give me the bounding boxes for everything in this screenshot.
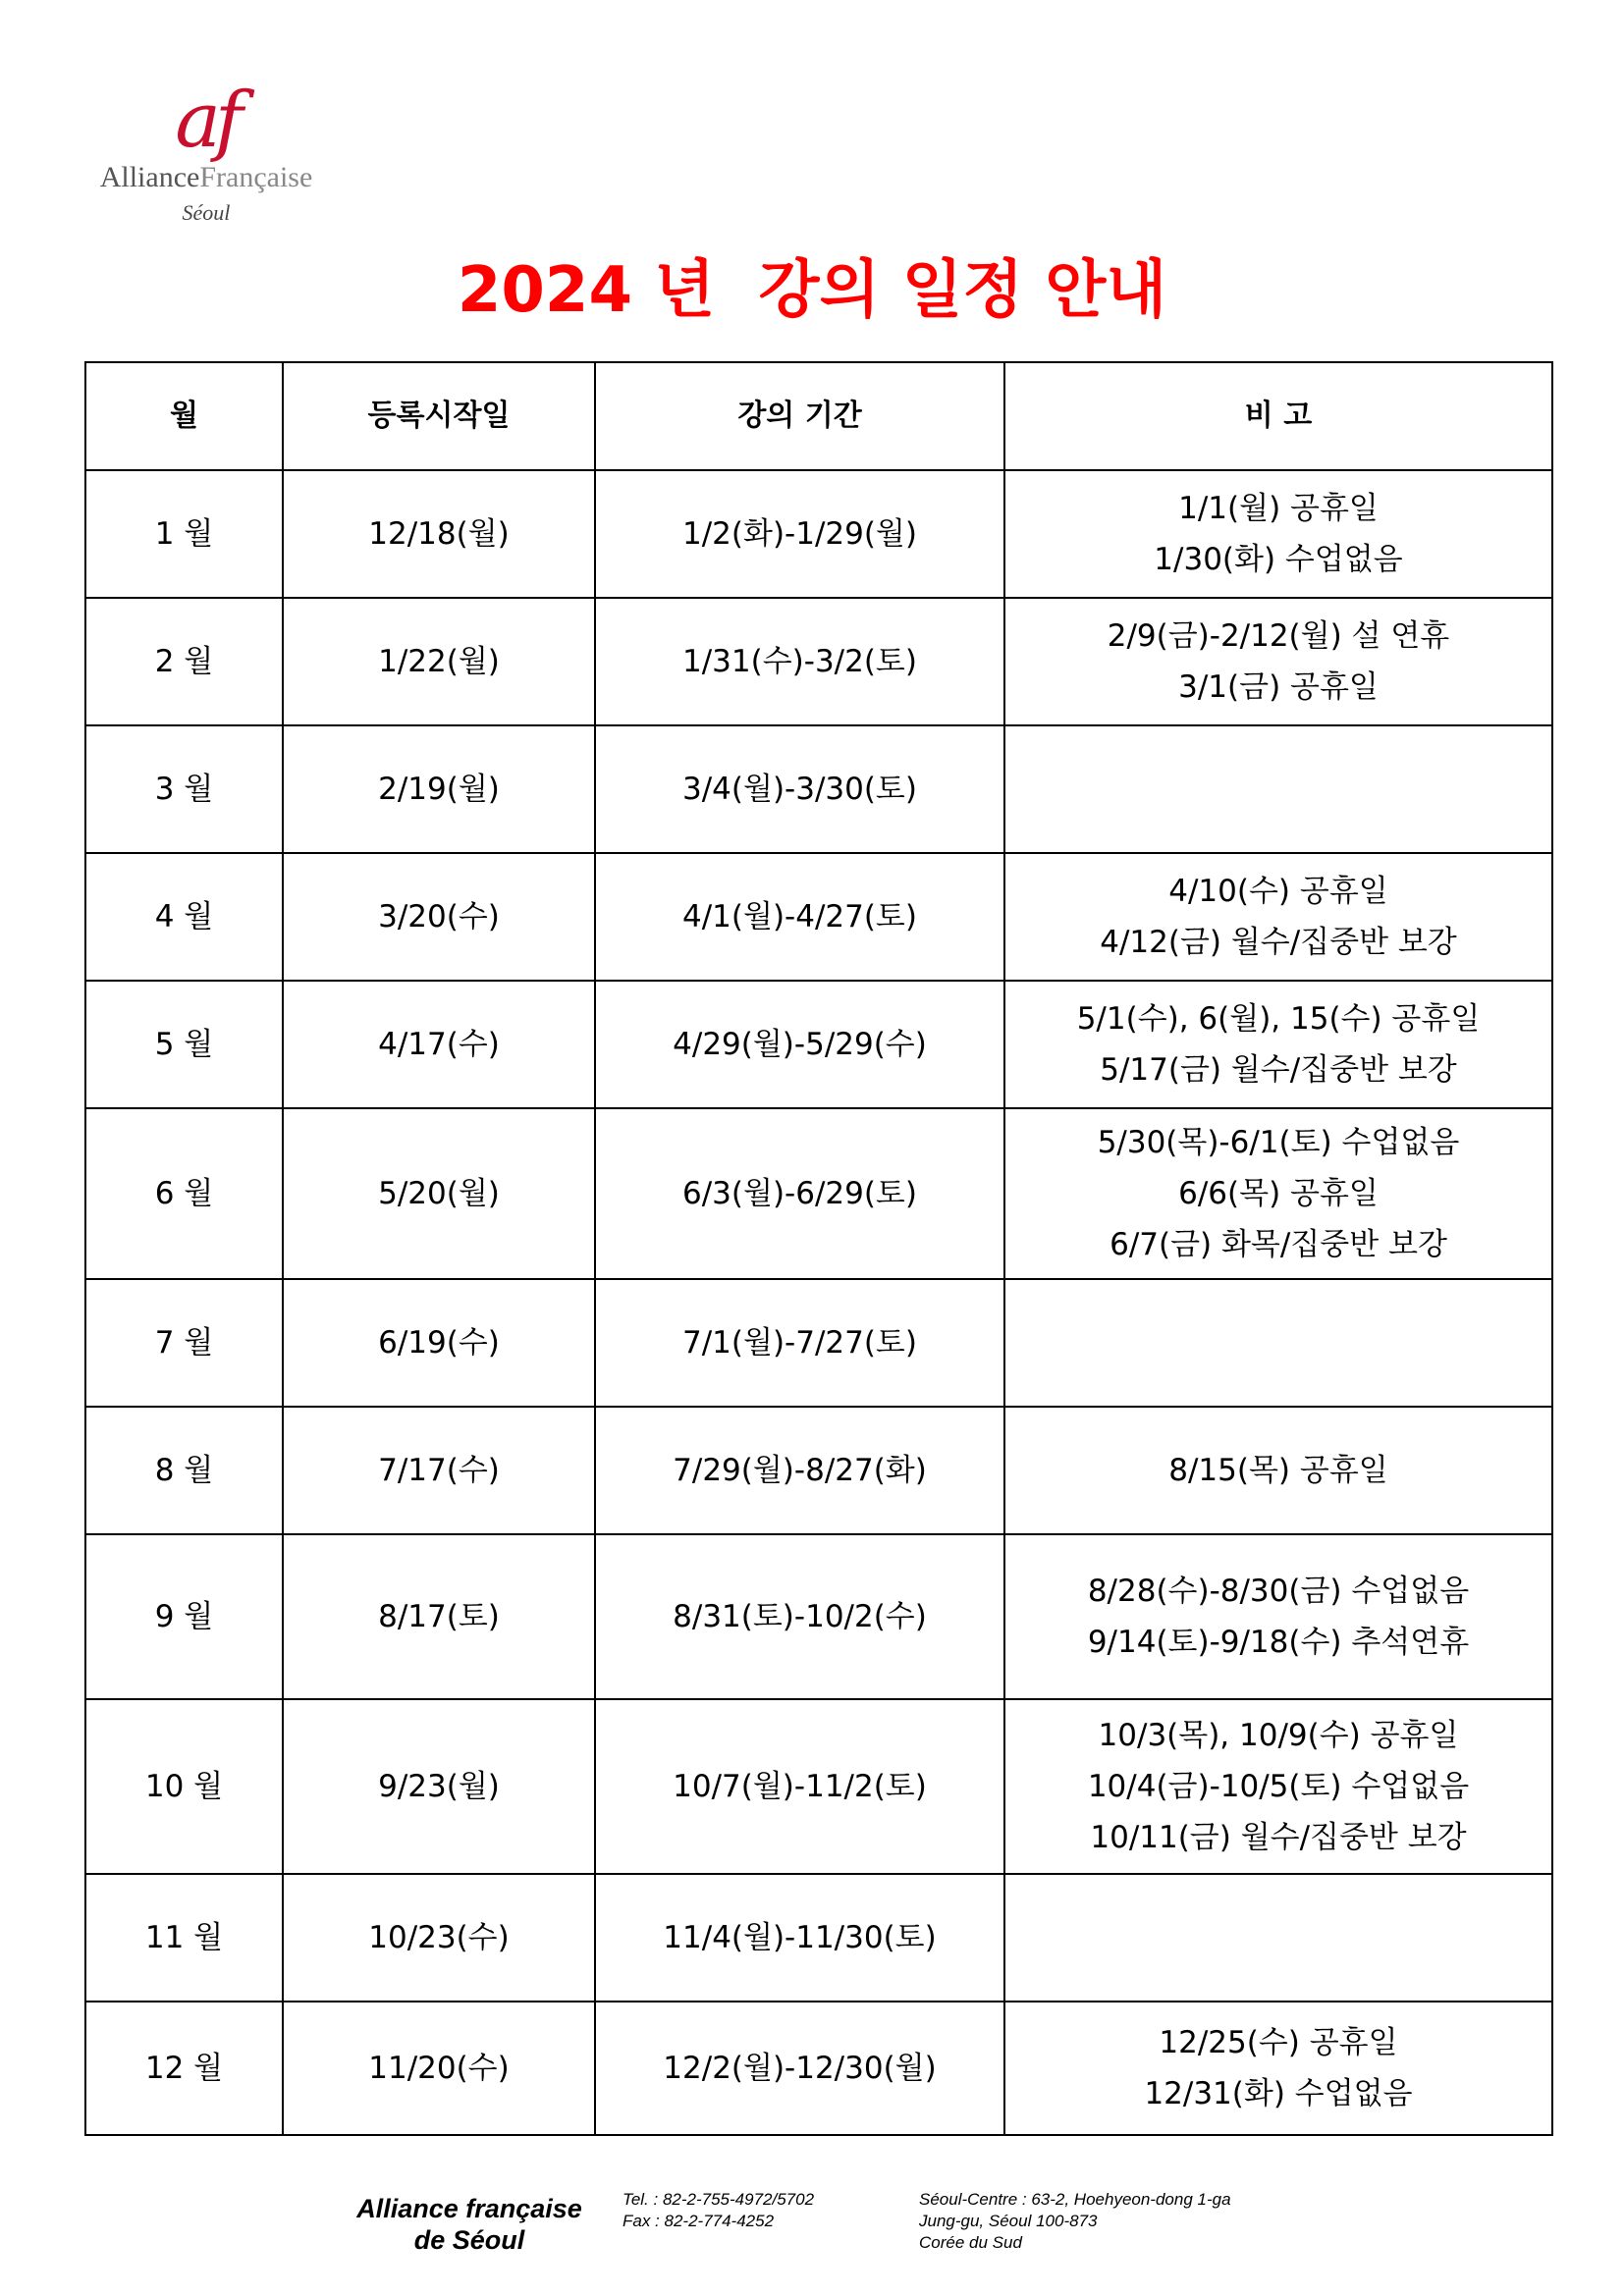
footer-fax: Fax : 82-2-774-4252 bbox=[623, 2212, 775, 2230]
note-line: 2/9(금)-2/12(월) 설 연휴 bbox=[1107, 618, 1450, 654]
month-cell: 1 월 bbox=[85, 470, 283, 598]
period-cell: 8/31(토)-10/2(수) bbox=[595, 1534, 1004, 1699]
table-row bbox=[85, 1407, 1552, 1534]
logo-name bbox=[93, 161, 319, 194]
period-cell: 6/3(월)-6/29(토) bbox=[595, 1108, 1004, 1279]
footer-address bbox=[919, 2189, 1231, 2254]
header-notes: 비 고 bbox=[1004, 362, 1552, 470]
registration-cell: 11/20(수) bbox=[283, 2002, 595, 2135]
month-cell: 4 월 bbox=[85, 853, 283, 981]
notes-cell bbox=[1004, 2002, 1552, 2135]
registration-cell: 1/22(월) bbox=[283, 598, 595, 725]
notes-cell bbox=[1004, 981, 1552, 1108]
month-cell: 11 월 bbox=[85, 1874, 283, 2002]
note-line: 3/1(금) 공휴일 bbox=[1178, 669, 1379, 705]
table-row bbox=[85, 1699, 1552, 1874]
note-line: 10/11(금) 월수/집중반 보강 bbox=[1090, 1820, 1467, 1855]
table-row bbox=[85, 1874, 1552, 2002]
note-line: 12/31(화) 수업없음 bbox=[1144, 2076, 1413, 2111]
logo-name-francaise: Française bbox=[199, 161, 313, 193]
registration-cell: 5/20(월) bbox=[283, 1108, 595, 1279]
notes-cell bbox=[1004, 1534, 1552, 1699]
notes-cell bbox=[1004, 725, 1552, 853]
table-row bbox=[85, 853, 1552, 981]
header-registration: 등록시작일 bbox=[283, 362, 595, 470]
month-cell: 5 월 bbox=[85, 981, 283, 1108]
notes-cell bbox=[1004, 1874, 1552, 2002]
month-cell: 7 월 bbox=[85, 1279, 283, 1407]
footer-org-line1: Alliance française bbox=[356, 2194, 582, 2223]
table-row bbox=[85, 1534, 1552, 1699]
registration-cell: 10/23(수) bbox=[283, 1874, 595, 2002]
period-cell: 12/2(월)-12/30(월) bbox=[595, 2002, 1004, 2135]
logo-city: Séoul bbox=[182, 200, 231, 225]
note-line: 1/30(화) 수업없음 bbox=[1154, 542, 1403, 577]
notes-cell bbox=[1004, 1407, 1552, 1534]
table-row bbox=[85, 470, 1552, 598]
footer-address-line3: Corée du Sud bbox=[919, 2233, 1022, 2252]
footer-org-name bbox=[352, 2193, 587, 2256]
header-period: 강의 기간 bbox=[595, 362, 1004, 470]
table-header-row bbox=[85, 362, 1552, 470]
registration-cell: 6/19(수) bbox=[283, 1279, 595, 1407]
note-line: 12/25(수) 공휴일 bbox=[1159, 2025, 1398, 2060]
registration-cell: 2/19(월) bbox=[283, 725, 595, 853]
note-line: 10/4(금)-10/5(토) 수업없음 bbox=[1087, 1769, 1470, 1804]
note-line: 5/17(금) 월수/집중반 보강 bbox=[1100, 1052, 1457, 1088]
page-title: 2024 년 강의 일정 안내 bbox=[457, 254, 1167, 327]
footer-contact bbox=[623, 2189, 814, 2232]
table-row bbox=[85, 725, 1552, 853]
schedule-body bbox=[85, 470, 1552, 2135]
header-month: 월 bbox=[85, 362, 283, 470]
notes-cell bbox=[1004, 1699, 1552, 1874]
period-cell: 11/4(월)-11/30(토) bbox=[595, 1874, 1004, 2002]
month-cell: 9 월 bbox=[85, 1534, 283, 1699]
registration-cell: 4/17(수) bbox=[283, 981, 595, 1108]
period-cell: 10/7(월)-11/2(토) bbox=[595, 1699, 1004, 1874]
registration-cell: 12/18(월) bbox=[283, 470, 595, 598]
period-cell: 1/31(수)-3/2(토) bbox=[595, 598, 1004, 725]
registration-cell: 7/17(수) bbox=[283, 1407, 595, 1534]
period-cell: 7/29(월)-8/27(화) bbox=[595, 1407, 1004, 1534]
table-row bbox=[85, 1108, 1552, 1279]
alliance-francaise-logo bbox=[93, 77, 319, 226]
table-row bbox=[85, 598, 1552, 725]
notes-cell bbox=[1004, 598, 1552, 725]
notes-cell bbox=[1004, 853, 1552, 981]
note-line: 6/7(금) 화목/집중반 보강 bbox=[1110, 1227, 1447, 1262]
period-cell: 7/1(월)-7/27(토) bbox=[595, 1279, 1004, 1407]
notes-cell bbox=[1004, 1279, 1552, 1407]
period-cell: 1/2(화)-1/29(월) bbox=[595, 470, 1004, 598]
schedule-table bbox=[84, 361, 1553, 2136]
registration-cell: 8/17(토) bbox=[283, 1534, 595, 1699]
note-line: 5/30(목)-6/1(토) 수업없음 bbox=[1097, 1125, 1460, 1160]
note-line: 4/10(수) 공휴일 bbox=[1168, 874, 1388, 909]
af-logo-mark: af bbox=[175, 77, 238, 165]
footer-org-line2: de Séoul bbox=[413, 2225, 525, 2255]
logo-name-alliance: Alliance bbox=[99, 161, 200, 193]
table-row bbox=[85, 1279, 1552, 1407]
note-line: 9/14(토)-9/18(수) 추석연휴 bbox=[1087, 1625, 1470, 1660]
month-cell: 10 월 bbox=[85, 1699, 283, 1874]
notes-cell bbox=[1004, 470, 1552, 598]
period-cell: 4/1(월)-4/27(토) bbox=[595, 853, 1004, 981]
note-line: 4/12(금) 월수/집중반 보강 bbox=[1100, 925, 1457, 960]
notes-cell bbox=[1004, 1108, 1552, 1279]
period-cell: 3/4(월)-3/30(토) bbox=[595, 725, 1004, 853]
note-line: 1/1(월) 공휴일 bbox=[1178, 491, 1379, 526]
note-line: 5/1(수), 6(월), 15(수) 공휴일 bbox=[1076, 1001, 1481, 1037]
table-row bbox=[85, 981, 1552, 1108]
table-row bbox=[85, 2002, 1552, 2135]
note-line: 10/3(목), 10/9(수) 공휴일 bbox=[1098, 1718, 1459, 1753]
footer-address-line2: Jung-gu, Séoul 100-873 bbox=[919, 2212, 1098, 2230]
footer-address-line1: Séoul-Centre : 63-2, Hoehyeon-dong 1-ga bbox=[919, 2190, 1231, 2209]
month-cell: 3 월 bbox=[85, 725, 283, 853]
period-cell: 4/29(월)-5/29(수) bbox=[595, 981, 1004, 1108]
note-line: 8/28(수)-8/30(금) 수업없음 bbox=[1087, 1574, 1470, 1609]
month-cell: 12 월 bbox=[85, 2002, 283, 2135]
registration-cell: 3/20(수) bbox=[283, 853, 595, 981]
month-cell: 8 월 bbox=[85, 1407, 283, 1534]
note-line: 6/6(목) 공휴일 bbox=[1178, 1176, 1379, 1211]
month-cell: 6 월 bbox=[85, 1108, 283, 1279]
registration-cell: 9/23(월) bbox=[283, 1699, 595, 1874]
note-line: 8/15(목) 공휴일 bbox=[1168, 1453, 1388, 1488]
footer-tel: Tel. : 82-2-755-4972/5702 bbox=[623, 2190, 815, 2209]
month-cell: 2 월 bbox=[85, 598, 283, 725]
